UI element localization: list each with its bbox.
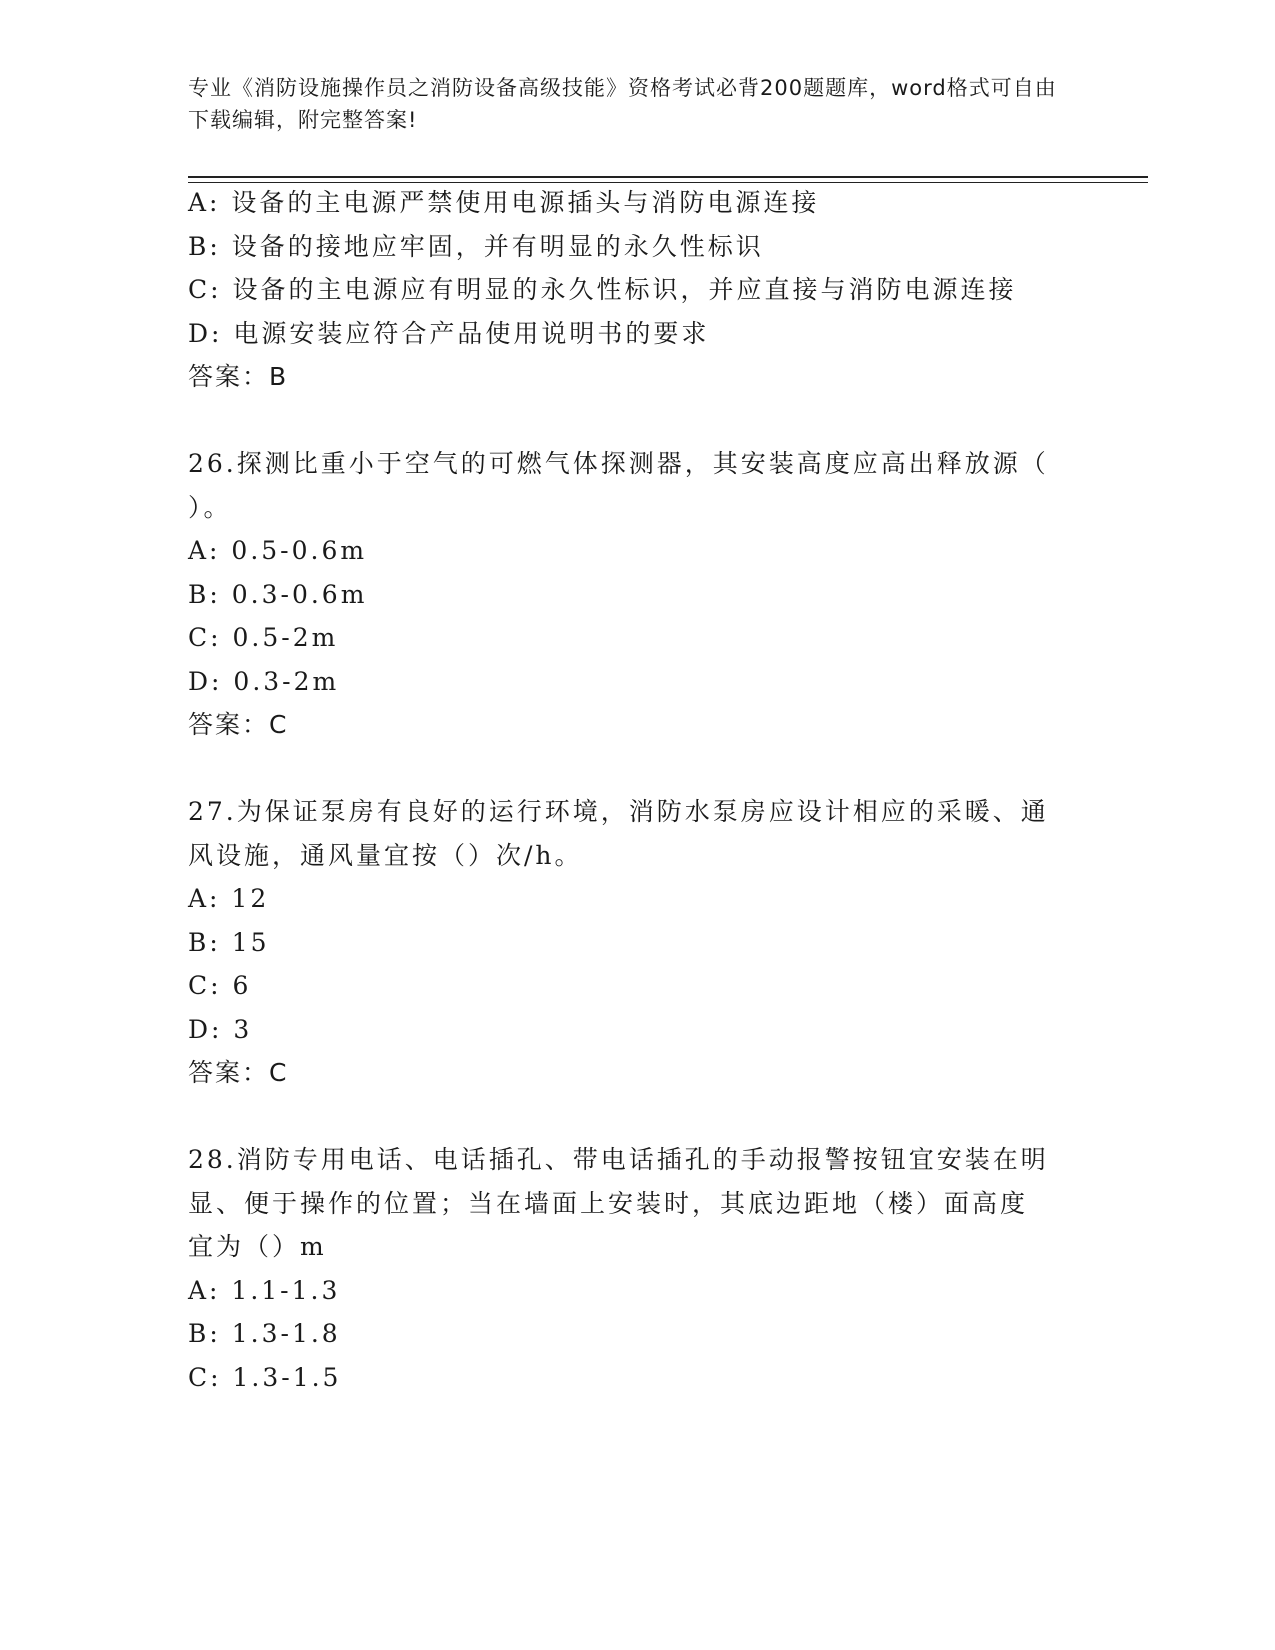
q27-option-c: C: 6	[188, 971, 252, 1000]
q27-question-line1: 27.为保证泵房有良好的运行环境，消防水泵房应设计相应的采暖、通	[188, 797, 1049, 826]
q26-option-b: B: 0.3-0.6m	[188, 580, 368, 609]
q26-question-line1: 26.探测比重小于空气的可燃气体探测器，其安装高度应高出释放源（	[188, 449, 1049, 478]
q27-answer: 答案：C	[188, 1058, 289, 1087]
q27-option-d: D: 3	[188, 1015, 253, 1044]
q27-question-line2: 风设施，通风量宜按（）次/h。	[188, 841, 583, 870]
q25-answer: 答案：B	[188, 362, 289, 391]
q28-question-line2: 显、便于操作的位置；当在墙面上安装时，其底边距地（楼）面高度	[188, 1189, 1029, 1218]
q25-option-c: C: 设备的主电源应有明显的永久性标识，并应直接与消防电源连接	[188, 275, 1017, 304]
q25-option-b: B: 设备的接地应牢固，并有明显的永久性标识	[188, 232, 764, 261]
q27-option-a: A: 12	[188, 884, 270, 913]
q26-option-c: C: 0.5-2m	[188, 623, 339, 652]
document-header: 专业《消防设施操作员之消防设备高级技能》资格考试必背200题题库，word格式可自由下载编辑，附完整答案!	[188, 76, 1057, 132]
q26-option-a: A: 0.5-0.6m	[188, 536, 368, 565]
q28-option-b: B: 1.3-1.8	[188, 1319, 341, 1348]
q28-option-a: A: 1.1-1.3	[188, 1276, 341, 1305]
q26-question-line2: ）。	[188, 493, 232, 522]
q25-option-a: A: 设备的主电源严禁使用电源插头与消防电源连接	[188, 188, 820, 217]
q28-option-c: C: 1.3-1.5	[188, 1363, 342, 1392]
q27-option-b: B: 15	[188, 928, 270, 957]
q26-option-d: D: 0.3-2m	[188, 667, 340, 696]
q28-question-line3: 宜为（）m	[188, 1232, 327, 1261]
header-divider-thick	[188, 176, 1148, 178]
q28-question-line1: 28.消防专用电话、电话插孔、带电话插孔的手动报警按钮宜安装在明	[188, 1145, 1049, 1174]
q26-answer: 答案：C	[188, 710, 289, 739]
q25-option-d: D: 电源安装应符合产品使用说明书的要求	[188, 319, 710, 348]
